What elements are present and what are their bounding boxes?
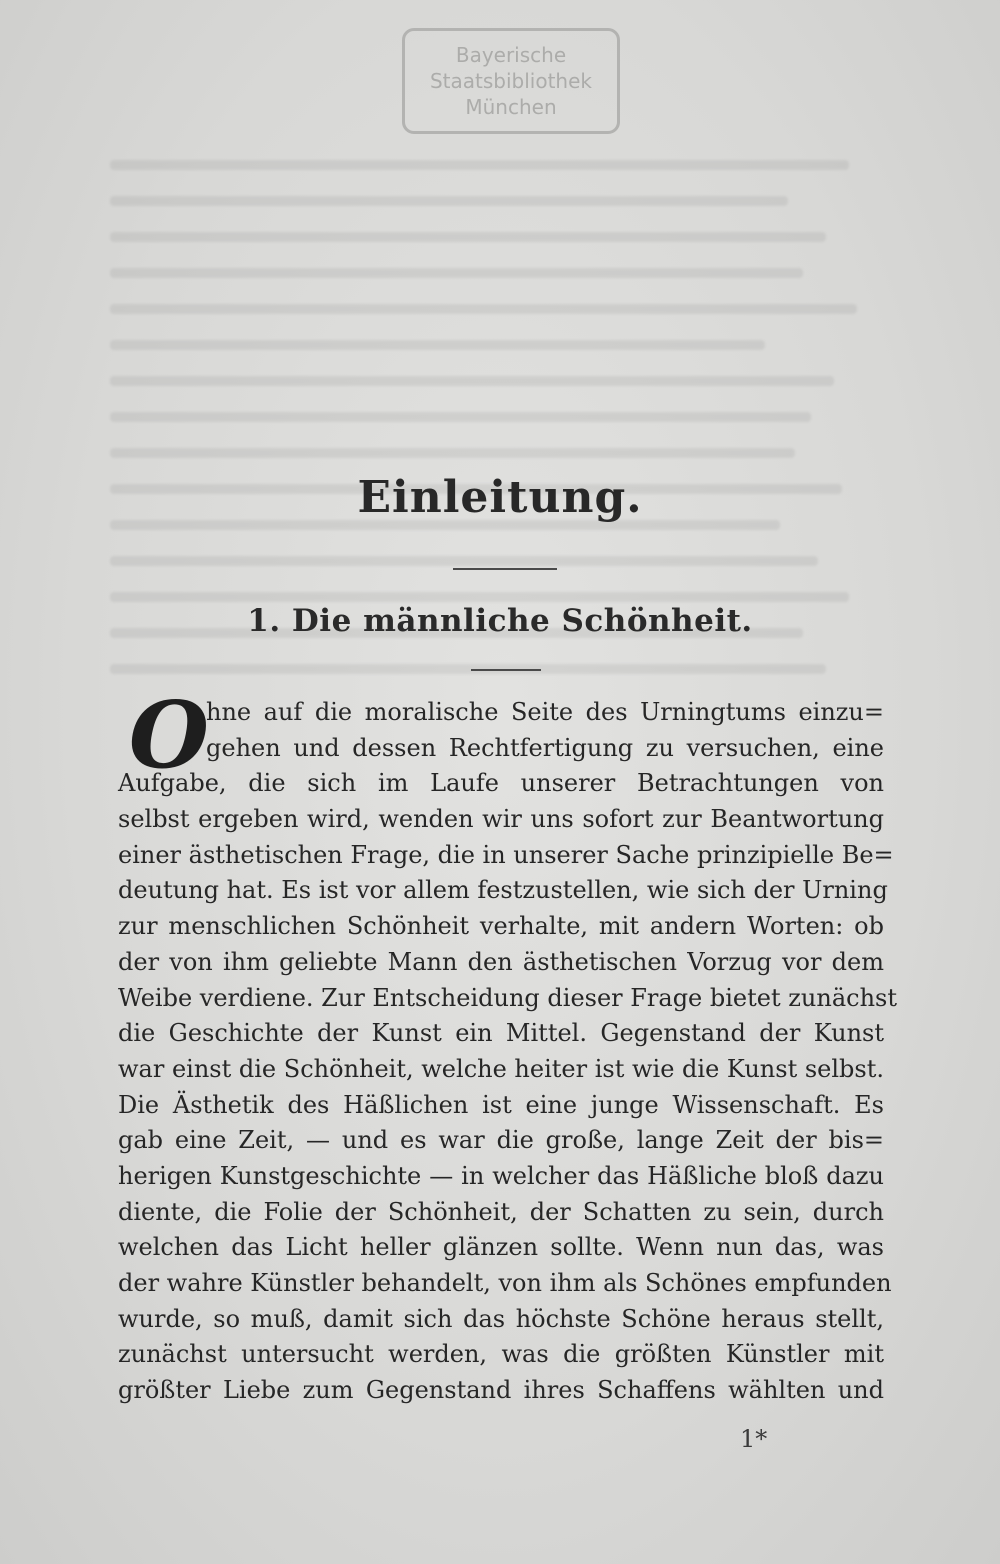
drop-cap: O [128, 681, 210, 789]
text-line: deutung hat. Es ist vor allem festzustellen, wie sich der Urning [118, 876, 888, 905]
section-divider [471, 669, 541, 671]
text-line: Die Ästhetik des Häßlichen ist eine junge Wissenschaft. Es [118, 1090, 884, 1119]
text-line: größter Liebe zum Gegenstand ihres Schaffens wählten und [118, 1376, 884, 1405]
text-line: diente, die Folie der Schönheit, der Schatten zu sein, durch [118, 1197, 884, 1226]
stamp-line: Staatsbibliothek [429, 69, 592, 93]
text-line: herigen Kunstgeschichte — in welcher das Häßliche bloß dazu [118, 1161, 884, 1190]
text-line: selbst ergeben wird, wenden wir uns sofort zur Beantwortung [118, 805, 884, 834]
text-line: der wahre Künstler behandelt, von ihm als Schönes empfunden [118, 1269, 892, 1297]
text-line: war einst die Schönheit, welche heiter ist wie die Kunst selbst. [118, 1054, 884, 1083]
text-line: wurde, so muß, damit sich das höchste Schöne heraus stellt, [118, 1304, 884, 1333]
text-line: welchen das Licht heller glänzen sollte. Wenn nun das, was [118, 1233, 884, 1262]
text-line: Aufgabe, die sich im Laufe unserer Betrachtungen von [118, 769, 884, 798]
text-line: zunächst untersucht werden, was die größten Künstler mit [118, 1340, 884, 1369]
page-number: 1* [740, 1425, 768, 1453]
text-line: zur menschlichen Schönheit verhalte, mit andern Worten: ob [118, 912, 884, 941]
title-divider [453, 568, 557, 570]
section-heading: 1. Die männliche Schönheit. [247, 603, 753, 639]
text-line: hne auf die moralische Seite des Urningtums einzu= [206, 698, 884, 726]
text-line: der von ihm geliebte Mann den ästhetischen Vorzug vor dem [118, 947, 884, 976]
body-paragraph [118, 695, 897, 1409]
text-line: die Geschichte der Kunst ein Mittel. Gegenstand der Kunst [118, 1019, 884, 1048]
stamp-line: München [465, 95, 557, 119]
chapter-title: Einleitung. [357, 472, 643, 523]
library-stamp [402, 28, 620, 134]
text-line: gab eine Zeit, — und es war die große, lange Zeit der bis= [118, 1126, 884, 1155]
text-line: einer ästhetischen Frage, die in unserer Sache prinzipielle Be= [118, 840, 894, 869]
text-line: Weibe verdiene. Zur Entscheidung dieser Frage bietet zunächst [118, 983, 897, 1012]
text-line: gehen und dessen Rechtfertigung zu versuchen, eine [206, 733, 884, 762]
stamp-line: Bayerische [455, 43, 567, 67]
